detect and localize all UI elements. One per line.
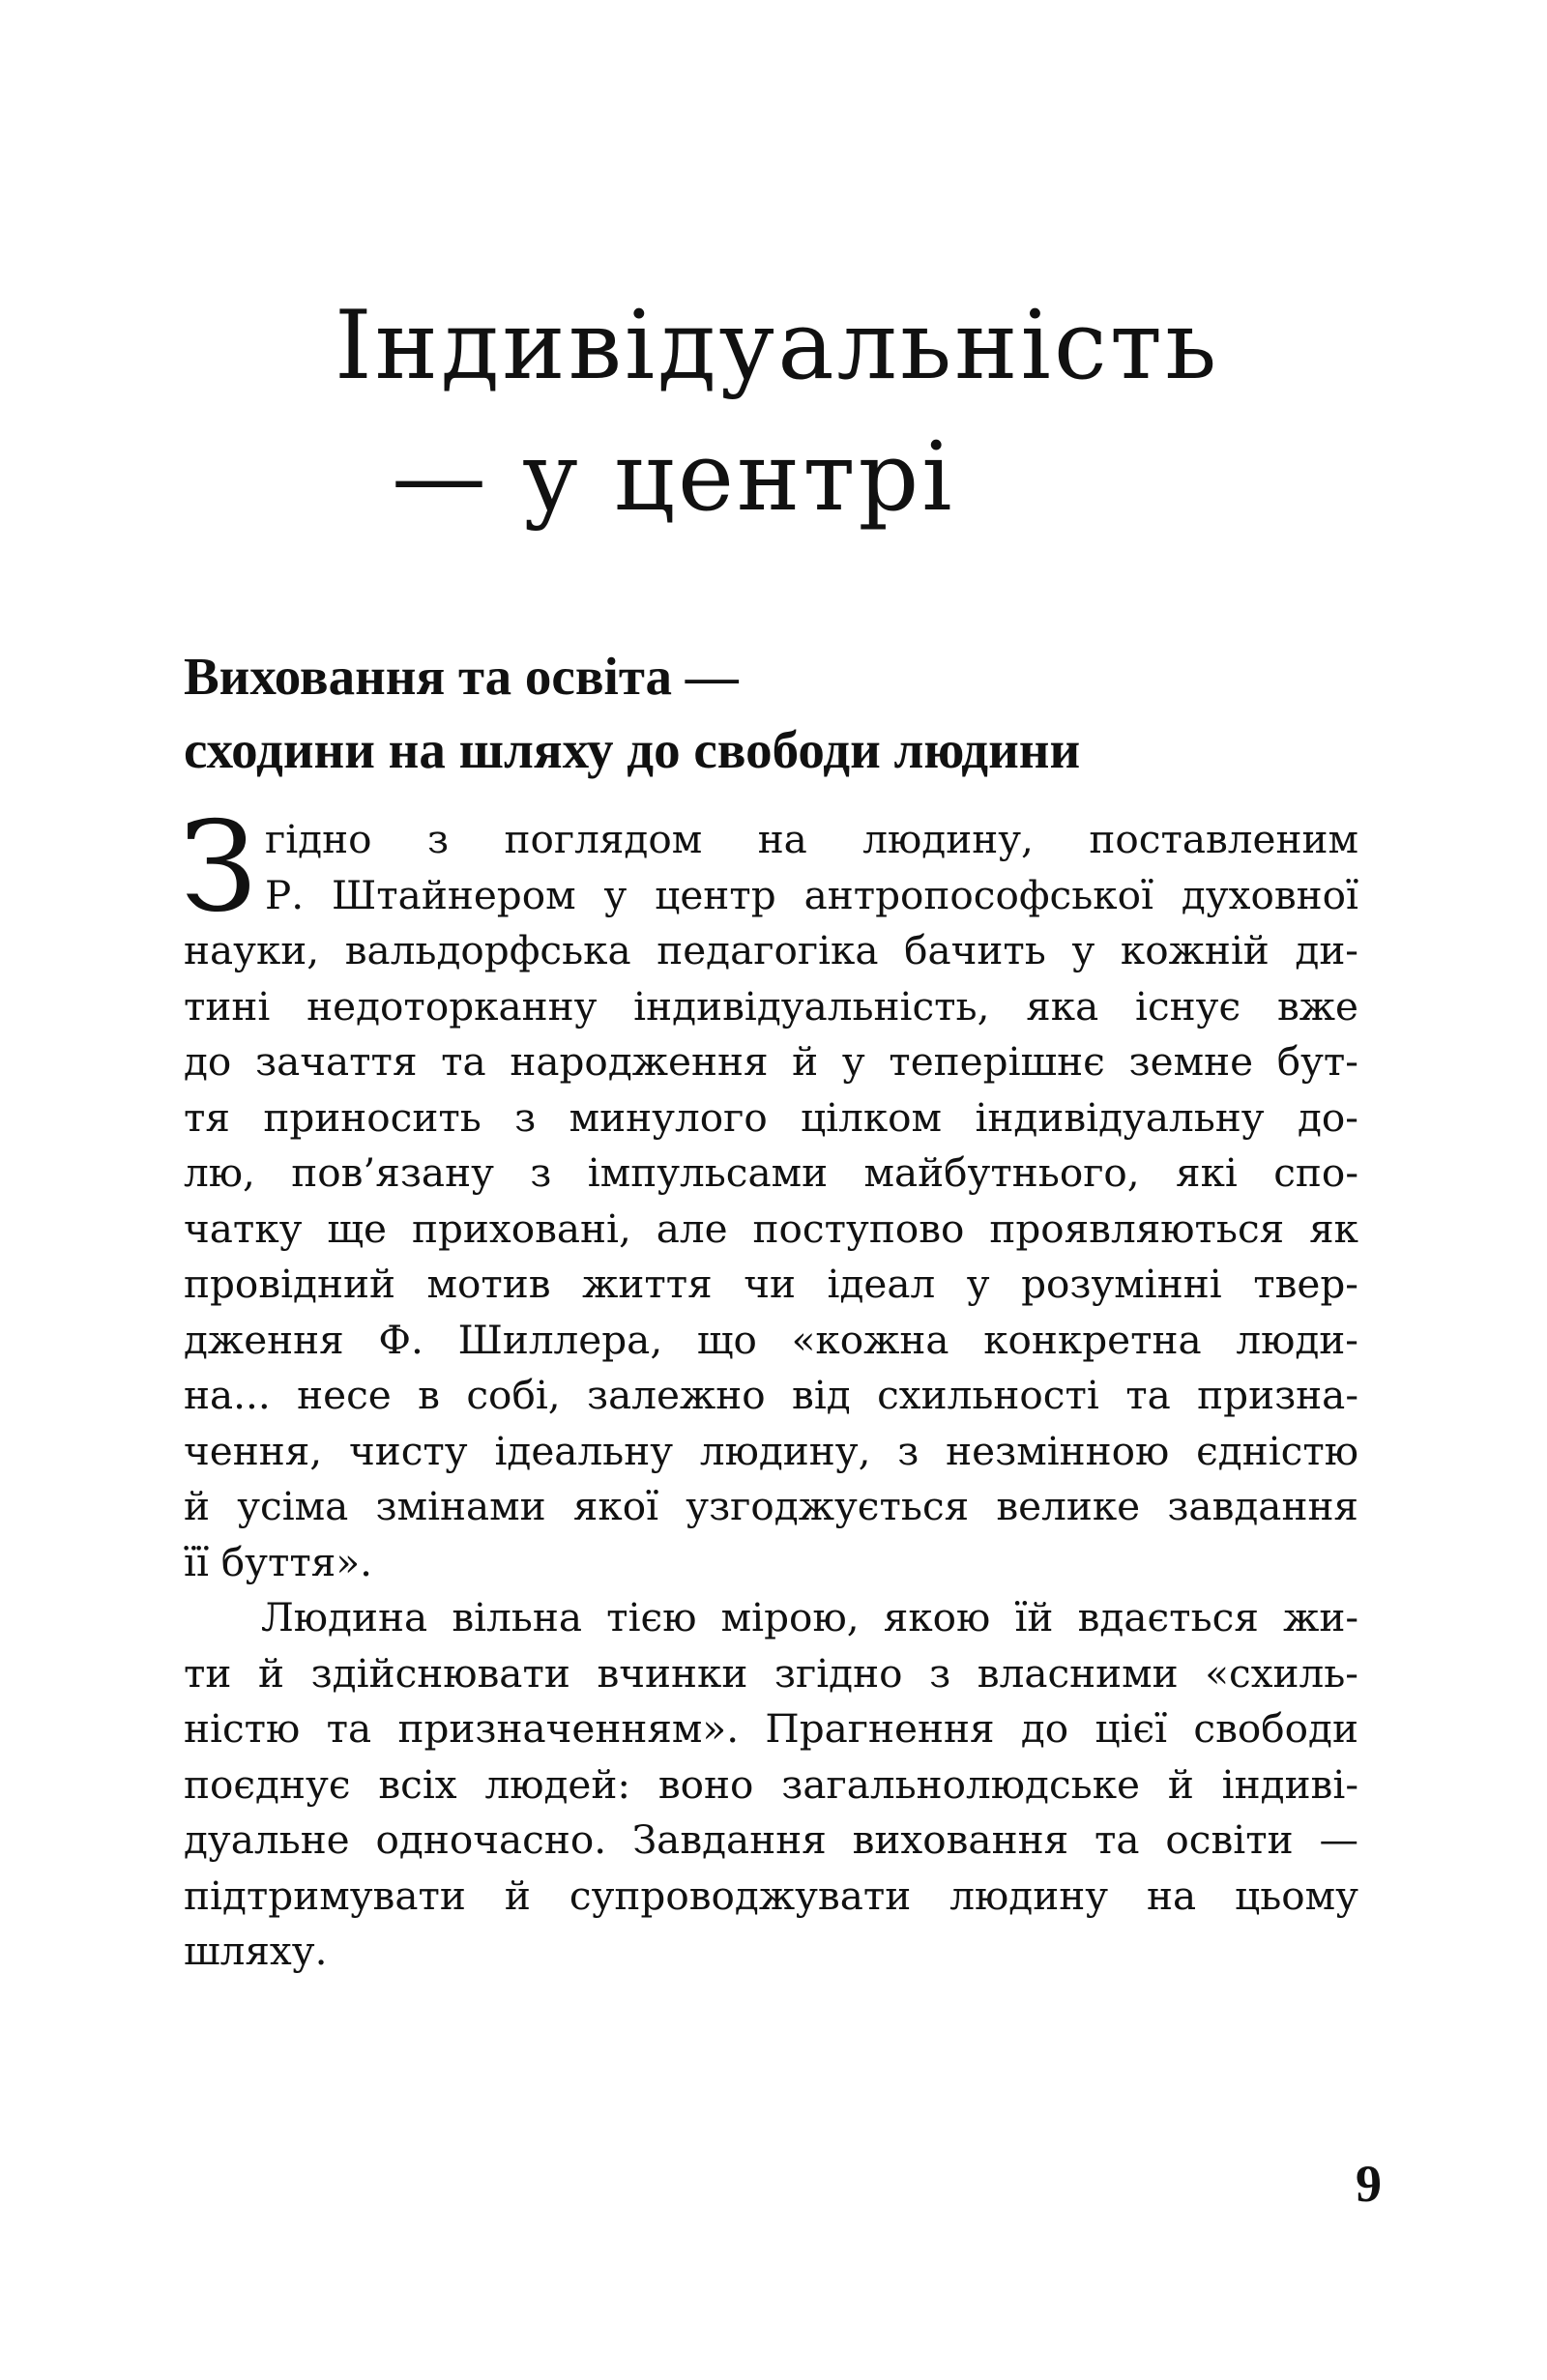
paragraph-1 bbox=[180, 796, 1358, 1590]
paragraph-line: тя приносить з минулого цілком індивідуальну до- bbox=[184, 1093, 1358, 1141]
paragraph-line: науки, вальдорфська педагогіка бачить у кожній ди- bbox=[184, 927, 1358, 973]
paragraph-line: тині недоторканну індивідуальність, яка існує вже bbox=[184, 982, 1358, 1030]
body-text bbox=[180, 796, 1358, 1980]
paragraph-line: ністю та призначенням». Прагнення до цієї свободи bbox=[184, 1705, 1358, 1752]
page-number: 9 bbox=[1356, 2155, 1382, 2213]
paragraph-line: дження Ф. Шиллера, що «кожна конкретна люди- bbox=[184, 1316, 1358, 1363]
chapter-title bbox=[0, 280, 1547, 543]
paragraph-line: Р. Штайнером у центр антропософської духовної bbox=[265, 871, 1358, 918]
drop-cap: З bbox=[180, 796, 257, 940]
paragraph-line: шляху. bbox=[184, 1928, 328, 1974]
paragraph-line: до зачаття та народження й у теперішнє земне бут- bbox=[184, 1038, 1358, 1085]
paragraph-line: поєднує всіх людей: воно загальнолюдське й індиві- bbox=[184, 1760, 1358, 1808]
paragraph-line: лю, пов’язану з імпульсами майбутнього, які спо- bbox=[184, 1149, 1358, 1196]
paragraph-line: ти й здійснювати вчинки згідно з власними «схиль- bbox=[184, 1649, 1358, 1697]
paragraph-line: чатку ще приховані, але поступово проявляються як bbox=[184, 1205, 1358, 1252]
section-heading bbox=[184, 640, 1392, 787]
paragraph-line: й усіма змінами якої узгоджується велике завдання bbox=[184, 1483, 1358, 1529]
paragraph-line: чення, чисту ідеальну людину, з незмінною єдністю bbox=[184, 1427, 1358, 1474]
paragraph-line: гідно з поглядом на людину, поставленим bbox=[265, 816, 1358, 862]
chapter-title-line-2: — у центрі bbox=[392, 422, 955, 533]
paragraph-line: її буття». bbox=[184, 1538, 373, 1585]
paragraph-line: дуальне одночасно. Завдання виховання та освіти — bbox=[184, 1816, 1358, 1863]
section-heading-line-1: Виховання та освіта — bbox=[184, 647, 739, 706]
paragraph-2 bbox=[184, 1590, 1358, 1980]
paragraph-line: підтримувати й супроводжувати людину на цьому bbox=[184, 1872, 1358, 1919]
paragraph-line: на... несе в собі, залежно від схильності та призна- bbox=[184, 1372, 1358, 1418]
section-heading-line-2: сходини на шляху до свободи людини bbox=[184, 720, 1081, 779]
paragraph-line: Людина вільна тією мірою, якою їй вдається жи- bbox=[261, 1594, 1358, 1640]
paragraph-line: провідний мотив життя чи ідеал у розумінні твер- bbox=[184, 1261, 1358, 1307]
chapter-title-line-1: Індивідуальність bbox=[335, 291, 1220, 401]
